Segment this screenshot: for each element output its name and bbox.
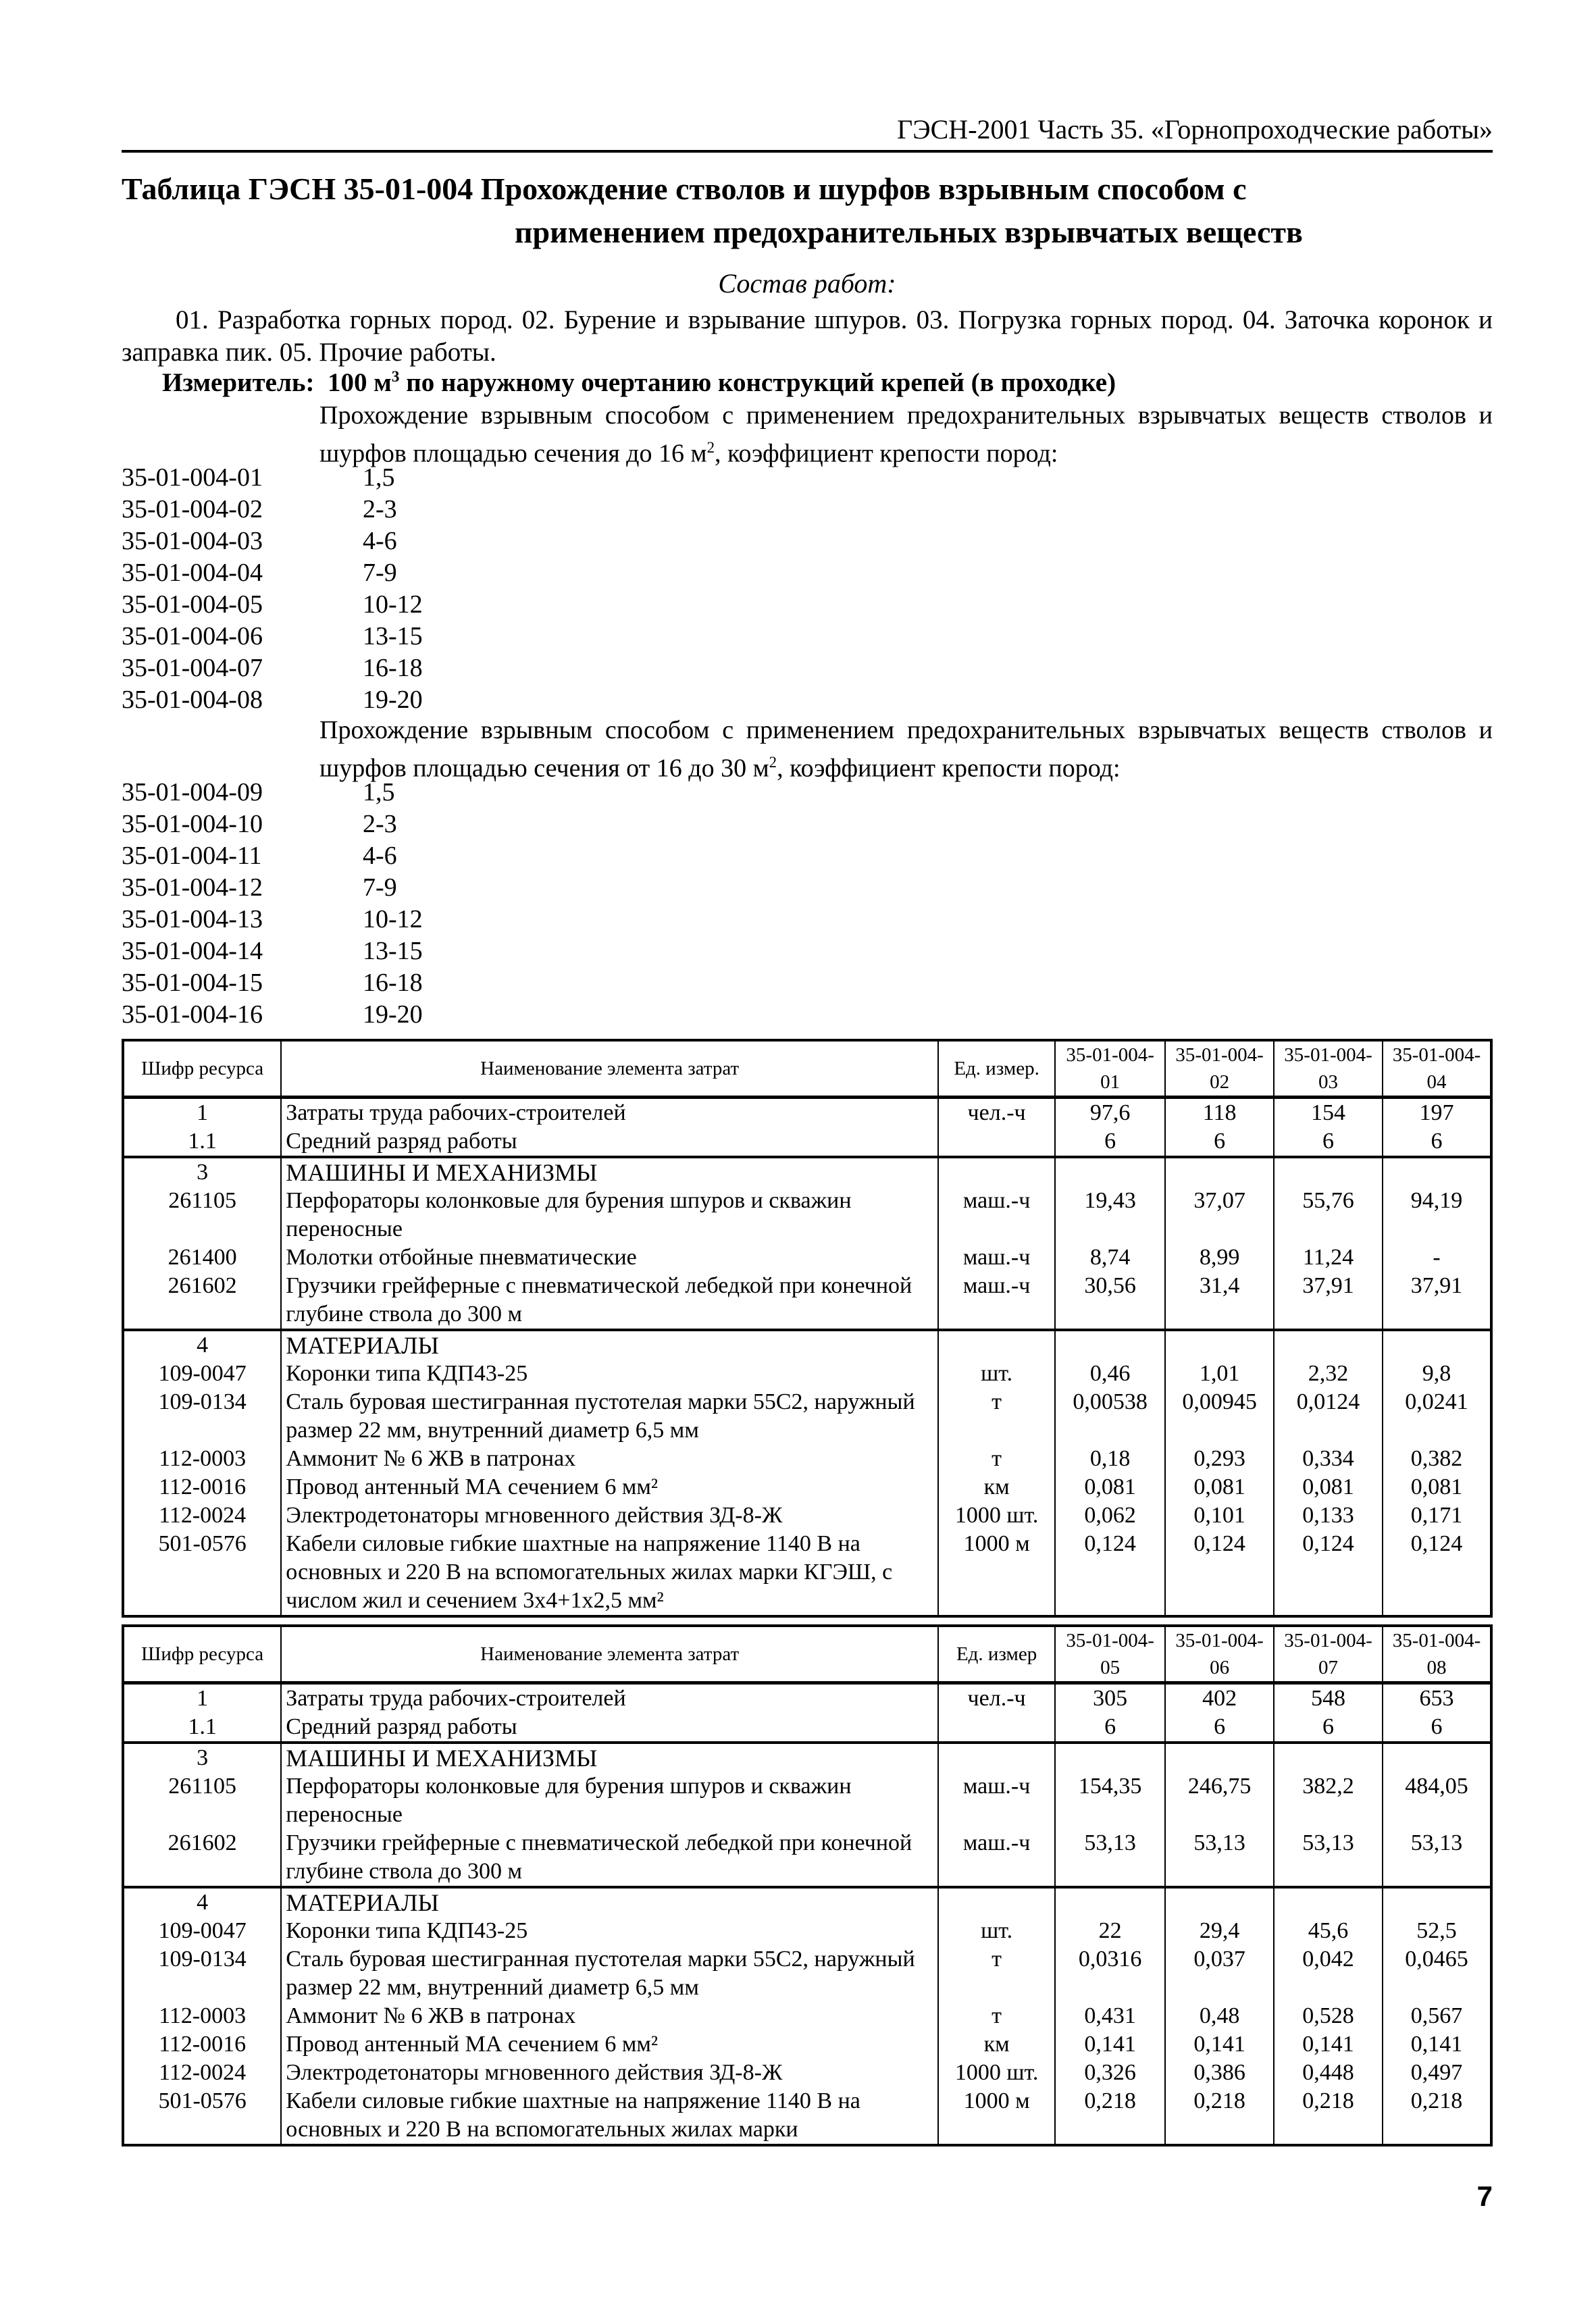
resource-value: 2,32 [1274, 1360, 1383, 1388]
code-list-item [122, 967, 423, 999]
resource-value: 402 [1165, 1683, 1274, 1714]
resource-name: Кабели силовые гибкие шахтные на напряжение 1140 В на основных и 220 В на вспомогательных жилах марки КГЭШ, с числом жил и сечением 3х4+1х2,5 мм² [281, 1530, 938, 1616]
group-1-description [319, 400, 1493, 470]
resource-value: 94,19 [1383, 1187, 1491, 1243]
resource-code: 109-0047 [123, 1360, 281, 1388]
resource-value: 0,124 [1274, 1530, 1383, 1616]
desc-text: Прохождение взрывным способом с применением предохранительных взрывчатых веществ стволов и шурфов площадью сечения от 16 до 30 м [319, 716, 1493, 783]
table-row [123, 1272, 1491, 1330]
norm-code: 35-01-004-08 [122, 686, 263, 714]
resource-value: 19,43 [1055, 1187, 1165, 1243]
resource-value: 6 [1274, 1713, 1383, 1743]
resource-value: 0,0465 [1383, 1945, 1491, 2002]
resource-name: Аммонит № 6 ЖВ в патронах [281, 2002, 938, 2030]
section-title: МАШИНЫ И МЕХАНИЗМЫ [281, 1743, 938, 1772]
resource-name: Аммонит № 6 ЖВ в патронах [281, 1445, 938, 1473]
header-name: Наименование элемента затрат [281, 1040, 938, 1098]
strength-coefficient: 16-18 [363, 969, 423, 997]
resource-value: 0,0241 [1383, 1388, 1491, 1445]
header-unit: Ед. измер. [938, 1040, 1055, 1098]
resource-unit: т [938, 1445, 1055, 1473]
section-code: 3 [123, 1743, 281, 1772]
code-list-item [122, 462, 423, 494]
resource-name: Электродетонаторы мгновенного действия ЗД-8-Ж [281, 1501, 938, 1530]
header-col-2: 35-01-004-02 [1165, 1040, 1274, 1098]
meter-suffix: по наружному очертанию конструкций крепей (в проходке) [399, 368, 1116, 397]
resource-value: 0,00945 [1165, 1388, 1274, 1445]
resource-name: Затраты труда рабочих-строителей [281, 1098, 938, 1128]
resource-name: Провод антенный МА сечением 6 мм² [281, 2030, 938, 2059]
group-2-code-list [122, 777, 423, 1031]
norm-code: 35-01-004-12 [122, 873, 263, 902]
resource-value: 0,141 [1383, 2030, 1491, 2059]
resource-code: 112-0016 [123, 1473, 281, 1501]
resource-unit: 1000 шт. [938, 1501, 1055, 1530]
section-row [123, 1330, 1491, 1360]
section-row [123, 1887, 1491, 1917]
meter-line [162, 367, 1116, 398]
table-row [123, 1772, 1491, 1829]
resource-unit [938, 1713, 1055, 1743]
strength-coefficient: 2-3 [363, 810, 397, 838]
resource-code: 1.1 [123, 1713, 281, 1743]
resource-value: 0,528 [1274, 2002, 1383, 2030]
resource-name: Коронки типа КДП43-25 [281, 1917, 938, 1945]
strength-coefficient: 7-9 [363, 873, 397, 902]
resource-value: 653 [1383, 1683, 1491, 1714]
resource-unit: шт. [938, 1360, 1055, 1388]
resource-value: 0,141 [1274, 2030, 1383, 2059]
resource-value: 0,382 [1383, 1445, 1491, 1473]
strength-coefficient: 16-18 [363, 654, 423, 682]
table-row [123, 1360, 1491, 1388]
resource-unit: шт. [938, 1917, 1055, 1945]
resource-value: 6 [1055, 1713, 1165, 1743]
resource-value: 197 [1383, 1098, 1491, 1128]
title-line-2: применением предохранительных взрывчатых веществ [515, 215, 1303, 249]
resource-value: 6 [1383, 1713, 1491, 1743]
code-list-item [122, 777, 423, 808]
resource-value: 0,0316 [1055, 1945, 1165, 2002]
resource-code: 261105 [123, 1772, 281, 1829]
resource-code: 501-0576 [123, 1530, 281, 1616]
norm-code: 35-01-004-14 [122, 937, 263, 965]
section-code: 3 [123, 1157, 281, 1187]
strength-coefficient: 7-9 [363, 559, 397, 587]
resource-name: Молотки отбойные пневматические [281, 1243, 938, 1272]
resource-value: 0,0124 [1274, 1388, 1383, 1445]
code-list-item [122, 935, 423, 967]
table-row [123, 1945, 1491, 2002]
section-row [123, 1157, 1491, 1187]
resource-value: 22 [1055, 1917, 1165, 1945]
resource-value: 0,171 [1383, 1501, 1491, 1530]
norm-code: 35-01-004-02 [122, 495, 263, 523]
section-title: МАШИНЫ И МЕХАНИЗМЫ [281, 1157, 938, 1187]
resource-unit: км [938, 1473, 1055, 1501]
norm-code: 35-01-004-13 [122, 905, 263, 933]
resource-code: 1 [123, 1098, 281, 1128]
norm-code: 35-01-004-01 [122, 463, 263, 492]
resource-value: 0,448 [1274, 2059, 1383, 2087]
resource-code: 112-0024 [123, 1501, 281, 1530]
resource-code: 112-0016 [123, 2030, 281, 2059]
resource-value: 118 [1165, 1098, 1274, 1128]
table-row [123, 1243, 1491, 1272]
group-1-code-list [122, 462, 423, 716]
header-code: Шифр ресурса [123, 1040, 281, 1098]
resource-value: 45,6 [1274, 1917, 1383, 1945]
resource-value: 30,56 [1055, 1272, 1165, 1330]
strength-coefficient: 1,5 [363, 463, 395, 492]
resource-name: Сталь буровая шестигранная пустотелая марки 55С2, наружный размер 22 мм, внутренний диаметр 6,5 мм [281, 1388, 938, 1445]
norm-code: 35-01-004-10 [122, 810, 263, 838]
resource-code: 1.1 [123, 1127, 281, 1157]
resource-code: 1 [123, 1683, 281, 1714]
resource-value: 1,01 [1165, 1360, 1274, 1388]
resource-name: Электродетонаторы мгновенного действия ЗД-8-Ж [281, 2059, 938, 2087]
resource-name: Кабели силовые гибкие шахтные на напряжение 1140 В на основных и 220 В на вспомогательных жилах марки [281, 2087, 938, 2145]
table-row [123, 1530, 1491, 1616]
table-row [123, 1473, 1491, 1501]
code-list-item [122, 808, 423, 840]
resource-code: 112-0003 [123, 2002, 281, 2030]
resource-code: 261602 [123, 1829, 281, 1887]
meter-sup: 3 [391, 368, 400, 386]
resource-table-2 [122, 1624, 1493, 2146]
norm-code: 35-01-004-04 [122, 559, 263, 587]
resource-value: 97,6 [1055, 1098, 1165, 1128]
resource-value: 0,218 [1165, 2087, 1274, 2145]
resource-value: 0,218 [1055, 2087, 1165, 2145]
code-list-item [122, 999, 423, 1031]
resource-name: Грузчики грейферные с пневматической лебедкой при конечной глубине ствола до 300 м [281, 1272, 938, 1330]
resource-unit: чел.-ч [938, 1098, 1055, 1128]
resource-value: 31,4 [1165, 1272, 1274, 1330]
resource-value: 8,99 [1165, 1243, 1274, 1272]
resource-name: Перфораторы колонковые для бурения шпуров и скважин переносные [281, 1187, 938, 1243]
norm-code: 35-01-004-15 [122, 969, 263, 997]
resource-value: 53,13 [1055, 1829, 1165, 1887]
resource-unit: 1000 м [938, 2087, 1055, 2145]
resource-value: 6 [1165, 1127, 1274, 1157]
resource-table-1 [122, 1039, 1493, 1618]
title-line-1: Таблица ГЭСН 35-01-004 Прохождение стволов и шурфов взрывным способом с [122, 172, 1247, 206]
strength-coefficient: 1,5 [363, 778, 395, 806]
resource-unit [938, 1127, 1055, 1157]
resource-value: 0,48 [1165, 2002, 1274, 2030]
resource-unit: маш.-ч [938, 1272, 1055, 1330]
resource-name: Коронки типа КДП43-25 [281, 1360, 938, 1388]
resource-value: - [1383, 1243, 1491, 1272]
norm-code: 35-01-004-07 [122, 654, 263, 682]
section-title: МАТЕРИАЛЫ [281, 1887, 938, 1917]
header-col-4: 35-01-004-08 [1383, 1626, 1491, 1683]
section-row [123, 1743, 1491, 1772]
section-code: 4 [123, 1887, 281, 1917]
norm-code: 35-01-004-03 [122, 527, 263, 555]
desc-sup: 2 [769, 754, 777, 771]
resource-code: 112-0003 [123, 1445, 281, 1473]
norm-code: 35-01-004-05 [122, 590, 263, 619]
header-col-3: 35-01-004-07 [1274, 1626, 1383, 1683]
resource-value: 6 [1055, 1127, 1165, 1157]
resource-value: 0,141 [1055, 2030, 1165, 2059]
header-col-3: 35-01-004-03 [1274, 1040, 1383, 1098]
resource-value: 0,567 [1383, 2002, 1491, 2030]
resource-code: 261105 [123, 1187, 281, 1243]
header-unit: Ед. измер [938, 1626, 1055, 1683]
table-row [123, 1713, 1491, 1743]
resource-code: 112-0024 [123, 2059, 281, 2087]
strength-coefficient: 10-12 [363, 905, 423, 933]
section-title: МАТЕРИАЛЫ [281, 1330, 938, 1360]
page-number: 7 [1476, 2180, 1493, 2212]
strength-coefficient: 19-20 [363, 1000, 423, 1029]
header-name: Наименование элемента затрат [281, 1626, 938, 1683]
resource-value: 0,334 [1274, 1445, 1383, 1473]
resource-name: Затраты труда рабочих-строителей [281, 1683, 938, 1714]
table-row [123, 2030, 1491, 2059]
resource-value: 37,91 [1383, 1272, 1491, 1330]
table-title [122, 168, 1493, 254]
resource-value: 246,75 [1165, 1772, 1274, 1829]
resource-value: 0,124 [1383, 1530, 1491, 1616]
resource-value: 0,293 [1165, 1445, 1274, 1473]
desc-suffix: , коэффициент крепости пород: [777, 754, 1121, 783]
resource-value: 0,00538 [1055, 1388, 1165, 1445]
code-list-item [122, 872, 423, 904]
resource-value: 0,081 [1165, 1473, 1274, 1501]
norm-code: 35-01-004-11 [122, 842, 262, 870]
strength-coefficient: 4-6 [363, 527, 397, 555]
resource-value: 37,07 [1165, 1187, 1274, 1243]
resource-value: 0,081 [1055, 1473, 1165, 1501]
header-rule [122, 150, 1493, 153]
resource-value: 8,74 [1055, 1243, 1165, 1272]
strength-coefficient: 2-3 [363, 495, 397, 523]
table-row [123, 1098, 1491, 1128]
resource-unit: 1000 м [938, 1530, 1055, 1616]
code-list-item [122, 557, 423, 589]
desc-sup: 2 [706, 439, 715, 456]
resource-value: 0,497 [1383, 2059, 1491, 2087]
resource-code: 109-0134 [123, 1388, 281, 1445]
resource-value: 484,05 [1383, 1772, 1491, 1829]
table-row [123, 1127, 1491, 1157]
composition-label: Состав работ: [718, 268, 896, 299]
resource-code: 261602 [123, 1272, 281, 1330]
resource-value: 6 [1165, 1713, 1274, 1743]
group-2-description [319, 715, 1493, 785]
resource-value: 382,2 [1274, 1772, 1383, 1829]
table-row [123, 2087, 1491, 2145]
resource-value: 53,13 [1383, 1829, 1491, 1887]
resource-name: Сталь буровая шестигранная пустотелая марки 55С2, наружный размер 22 мм, внутренний диаметр 6,5 мм [281, 1945, 938, 2002]
resource-value: 9,8 [1383, 1360, 1491, 1388]
section-code: 4 [123, 1330, 281, 1360]
header-col-4: 35-01-004-04 [1383, 1040, 1491, 1098]
resource-value: 0,081 [1274, 1473, 1383, 1501]
desc-text: Прохождение взрывным способом с применением предохранительных взрывчатых веществ стволов и шурфов площадью сечения до 16 м [319, 401, 1493, 468]
table-row [123, 1683, 1491, 1714]
resource-name: Провод антенный МА сечением 6 мм² [281, 1473, 938, 1501]
table-row [123, 1445, 1491, 1473]
resource-name: Средний разряд работы [281, 1127, 938, 1157]
resource-value: 52,5 [1383, 1917, 1491, 1945]
table-header-row [123, 1040, 1491, 1098]
resource-value: 37,91 [1274, 1272, 1383, 1330]
norm-code: 35-01-004-09 [122, 778, 263, 806]
code-list-item [122, 589, 423, 621]
resource-value: 6 [1274, 1127, 1383, 1157]
resource-unit: км [938, 2030, 1055, 2059]
table-row [123, 1829, 1491, 1887]
resource-value: 0,124 [1165, 1530, 1274, 1616]
table-row [123, 1917, 1491, 1945]
resource-value: 53,13 [1274, 1829, 1383, 1887]
resource-unit: т [938, 1945, 1055, 2002]
header-col-1: 35-01-004-05 [1055, 1626, 1165, 1683]
table-row [123, 2059, 1491, 2087]
strength-coefficient: 10-12 [363, 590, 423, 619]
composition-text: 01. Разработка горных пород. 02. Бурение и взрывание шпуров. 03. Погрузка горных пород. 04. Заточка коронок и заправка пик. 05. Прочие работы. [122, 305, 1493, 367]
resource-value: 0,101 [1165, 1501, 1274, 1530]
code-list-item [122, 621, 423, 652]
resource-unit: маш.-ч [938, 1829, 1055, 1887]
code-list-item [122, 525, 423, 557]
resource-value: 0,386 [1165, 2059, 1274, 2087]
table-row [123, 1388, 1491, 1445]
resource-value: 305 [1055, 1683, 1165, 1714]
norm-code: 35-01-004-16 [122, 1000, 263, 1029]
table-row [123, 2002, 1491, 2030]
table-header-row [123, 1626, 1491, 1683]
resource-value: 0,042 [1274, 1945, 1383, 2002]
resource-value: 154 [1274, 1098, 1383, 1128]
resource-value: 0,141 [1165, 2030, 1274, 2059]
resource-unit: чел.-ч [938, 1683, 1055, 1714]
code-list-item [122, 840, 423, 872]
resource-value: 0,46 [1055, 1360, 1165, 1388]
desc-suffix: , коэффициент крепости пород: [714, 439, 1058, 468]
resource-name: Перфораторы колонковые для бурения шпуров и скважин переносные [281, 1772, 938, 1829]
resource-value: 0,037 [1165, 1945, 1274, 2002]
resource-unit: маш.-ч [938, 1243, 1055, 1272]
resource-value: 53,13 [1165, 1829, 1274, 1887]
resource-value: 55,76 [1274, 1187, 1383, 1243]
table-row [123, 1187, 1491, 1243]
resource-value: 0,081 [1383, 1473, 1491, 1501]
resource-unit: 1000 шт. [938, 2059, 1055, 2087]
resource-unit: маш.-ч [938, 1187, 1055, 1243]
strength-coefficient: 19-20 [363, 686, 423, 714]
resource-value: 0,218 [1383, 2087, 1491, 2145]
header-col-2: 35-01-004-06 [1165, 1626, 1274, 1683]
resource-value: 0,18 [1055, 1445, 1165, 1473]
resource-name: Средний разряд работы [281, 1713, 938, 1743]
resource-code: 109-0134 [123, 1945, 281, 2002]
running-header: ГЭСН-2001 Часть 35. «Горнопроходческие работы» [897, 114, 1493, 145]
resource-code: 261400 [123, 1243, 281, 1272]
resource-unit: т [938, 2002, 1055, 2030]
code-list-item [122, 904, 423, 935]
resource-value: 0,218 [1274, 2087, 1383, 2145]
resource-value: 0,062 [1055, 1501, 1165, 1530]
resource-value: 0,431 [1055, 2002, 1165, 2030]
resource-name: Грузчики грейферные с пневматической лебедкой при конечной глубине ствола до 300 м [281, 1829, 938, 1887]
code-list-item [122, 684, 423, 716]
resource-value: 0,326 [1055, 2059, 1165, 2087]
resource-value: 11,24 [1274, 1243, 1383, 1272]
code-list-item [122, 652, 423, 684]
strength-coefficient: 4-6 [363, 842, 397, 870]
resource-unit: т [938, 1388, 1055, 1445]
resource-value: 0,133 [1274, 1501, 1383, 1530]
resource-value: 154,35 [1055, 1772, 1165, 1829]
strength-coefficient: 13-15 [363, 937, 423, 965]
resource-code: 501-0576 [123, 2087, 281, 2145]
header-col-1: 35-01-004-01 [1055, 1040, 1165, 1098]
resource-value: 0,124 [1055, 1530, 1165, 1616]
norm-code: 35-01-004-06 [122, 622, 263, 650]
table-row [123, 1501, 1491, 1530]
resource-unit: маш.-ч [938, 1772, 1055, 1829]
resource-value: 6 [1383, 1127, 1491, 1157]
meter-value: 100 м [327, 368, 392, 397]
header-code: Шифр ресурса [123, 1626, 281, 1683]
code-list-item [122, 494, 423, 525]
resource-value: 548 [1274, 1683, 1383, 1714]
meter-label: Измеритель: [162, 368, 315, 397]
resource-value: 29,4 [1165, 1917, 1274, 1945]
strength-coefficient: 13-15 [363, 622, 423, 650]
resource-code: 109-0047 [123, 1917, 281, 1945]
